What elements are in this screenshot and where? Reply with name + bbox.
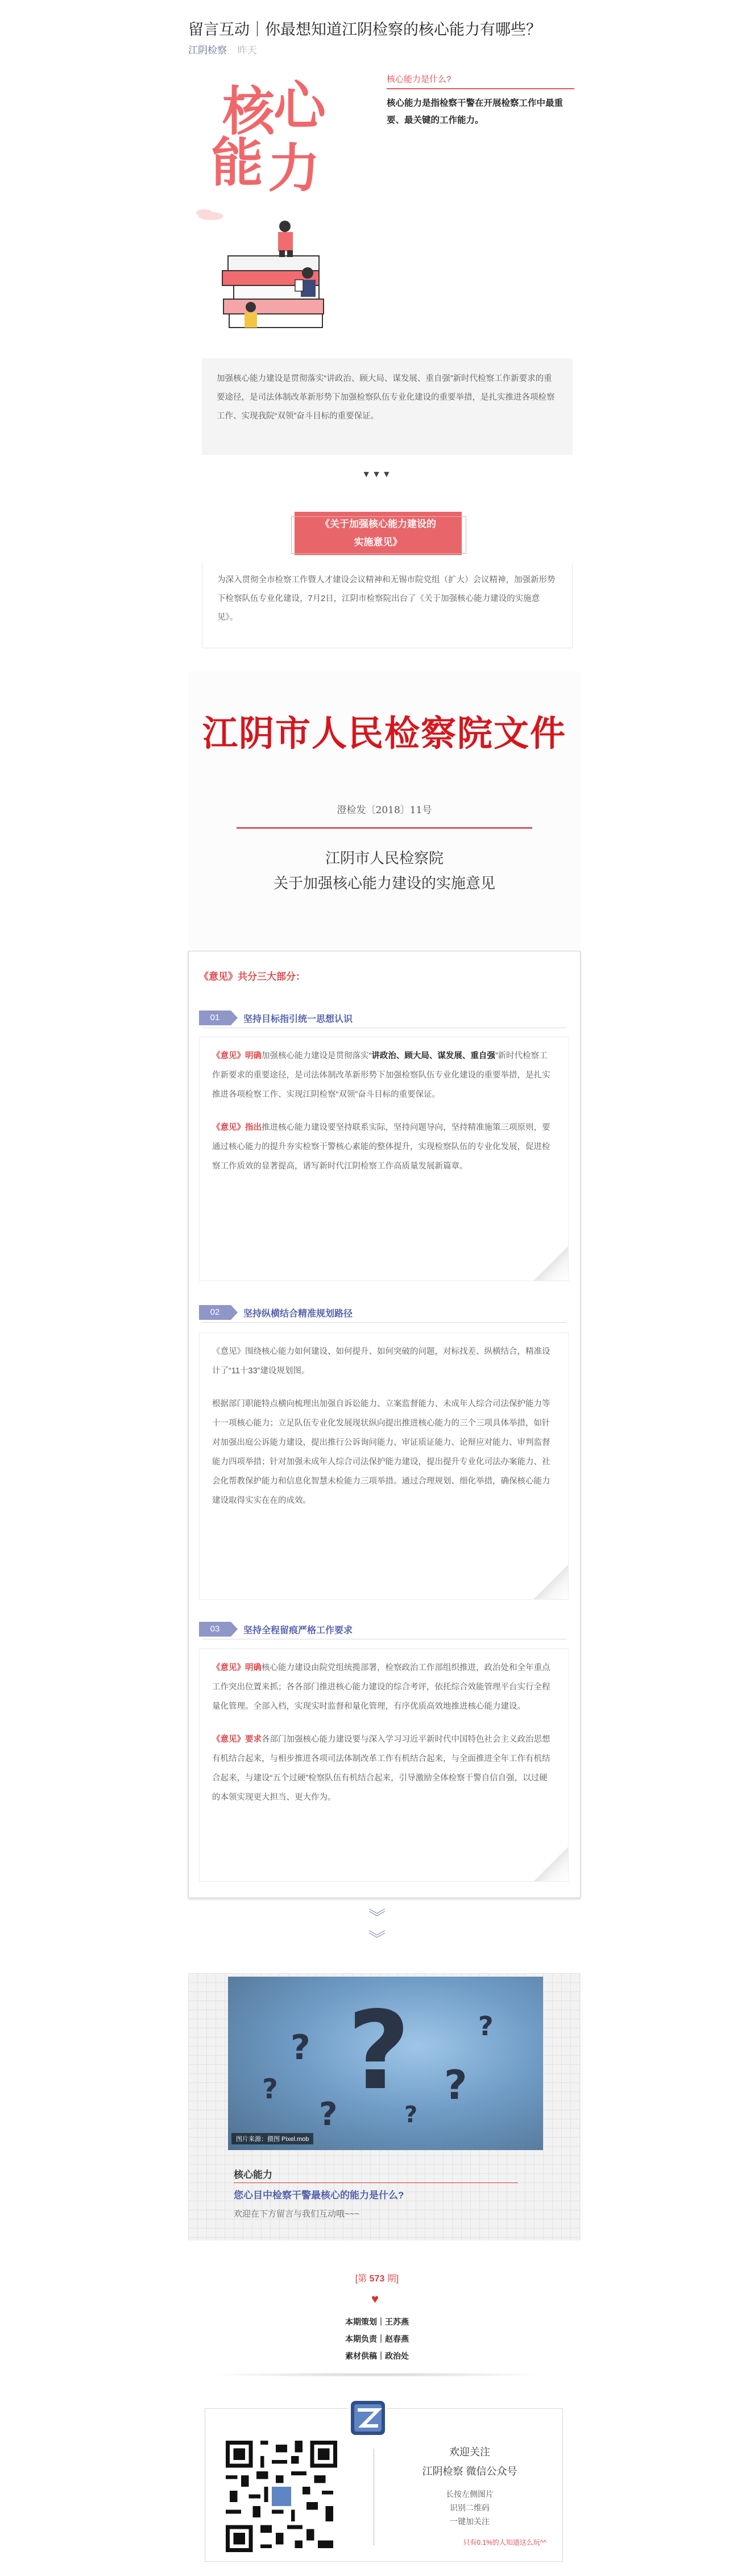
publish-date: 昨天: [237, 45, 257, 56]
highlight-tag: 《意见》要求: [212, 1735, 262, 1744]
question-mark-icon: ?: [478, 2011, 494, 2041]
section-paragraph: 根据部门职能特点横向梳理出加强自诉讼能力、立案监督能力、未成年人综合司法保护能力等十一项核心能力；立足队伍专业化发展现状纵向提出推进核心能力的三个三项具体举措，如针对加强出庭公诉能力建设，提出推行公诉询问能力、审证质证能力、论辩应对能力、审判监督能力四项举措；针对加强未成年人综合司法保护能力建设，提出提升专业化司法办案能力、社会化帮教保护能力和信息化智慧未检能力三项举措。通过合理规划、细化举措，确保核心能力建设取得实实在在的成效。: [212, 1399, 550, 1505]
question-mark-icon: ?: [319, 2096, 338, 2133]
highlight-tag: 《意见》明确: [212, 1663, 262, 1672]
page-curl-decoration: [534, 1565, 568, 1599]
article-meta: [188, 42, 257, 56]
section-card-02: [199, 1332, 569, 1600]
credit-editor: 本期负责｜赵春燕: [345, 2334, 409, 2343]
issue-suffix: 期]: [387, 2274, 399, 2284]
interaction-section: [188, 1973, 581, 2240]
big-char-3: 能: [211, 132, 264, 193]
question-mark-icon: ?: [262, 2073, 278, 2105]
definition-text: 核心能力是指检察干警在开展检察工作中最重要、最关键的工作能力。: [387, 98, 564, 125]
credits: [0, 2313, 754, 2364]
big-char-1: 核: [222, 81, 275, 142]
section-paragraph: [212, 1046, 556, 1104]
document-title-line1: 江阴市人民检察院: [325, 850, 444, 867]
interaction-label: 核心能力: [234, 2169, 272, 2180]
section-title: 坚持目标指引统一思想认识: [243, 1014, 353, 1024]
document-title: [188, 846, 581, 896]
section-paragraph: [212, 1658, 556, 1716]
section-paragraph: 《意见》围绕核心能力如何建设、如何提升、如何突破的问题，对标找差、纵横结合，精准设计了“11十33”建设规划图。: [212, 1347, 550, 1376]
interaction-rule: [234, 2182, 518, 2183]
chevron-down-icon: ︾: [368, 1930, 386, 1949]
panel-heading: 《意见》共分三大部分：: [199, 971, 305, 982]
official-document-header: [188, 671, 581, 950]
opinion-intro: 为深入贯彻全市检察工作暨人才建设会议精神和无锡市院党组（扩大）会议精神，加强新形势下检察队伍专业化建设，7月2日，江阴市检察院出台了《关于加强核心能力建设的实施意见》。: [202, 563, 573, 648]
paragraph-text: 核心能力建设由院党组统揽部署，检察政治工作部组织推进，政治处和全年重点工作突出位置来抓；各各部门推进核心能力建设的综合考评，依托综合效能管理平台实行全程量化管理。全部入档，实现实时监督和量化管理，有序优质高效地推进核心能力建设。: [212, 1663, 550, 1711]
section-header-02: [199, 1303, 353, 1322]
document-red-rule: [237, 827, 532, 829]
big-char-4: 力: [268, 138, 321, 199]
interaction-cta: 欢迎在下方留言与我们互动哦~~~: [234, 2209, 360, 2219]
credit-planner: 本期策划｜王苏燕: [345, 2317, 409, 2326]
heart-icon: ♥: [371, 2292, 379, 2306]
big-char-2: 心: [274, 75, 326, 136]
opinion-title-line1: 《关于加强核心能力建设的: [320, 519, 436, 529]
document-number: 澄检发〔2018〕11号: [337, 805, 432, 816]
core-ability-definition: [387, 73, 574, 129]
opinion-title-tag: [295, 512, 462, 555]
question-mark-icon: ?: [347, 1988, 411, 2114]
intro-summary: 加强核心能力建设是贯彻落实“讲政治、顾大局、谋发展、重自强”新时代检察工作新要求的重要途径，是司法体制改革新形势下加强检察队伍专业化建设的重要举措，是扎实推进各项检察工作、实现我院“双领”奋斗目标的重要保证。: [202, 358, 573, 455]
section-header-03: [199, 1620, 353, 1639]
jiangyin-procuratorate-logo-icon: [349, 2399, 387, 2437]
core-ability-illustration: [188, 75, 359, 330]
credit-source: 素材供稿｜政治处: [345, 2351, 409, 2360]
follow-welcome: 欢迎关注: [449, 2446, 490, 2458]
page-curl-decoration: [534, 1847, 568, 1881]
section-paragraph: [212, 1118, 556, 1176]
document-title-line2: 关于加强核心能力建设的实施意见: [273, 875, 495, 892]
question-mark-icon: ?: [404, 2102, 418, 2128]
issue-prefix: [第: [355, 2274, 367, 2284]
paragraph-text: 各部门加强核心能力建设要与深入学习习近平新时代中国特色社会主义政治思想有机结合起来，与相步推进各项司法体制改革工作有机结合起来，与全面推进全年工作有机结合起来，与建设“五个过硬”检察队伍有机结合起来，引导激励全体检察干警自信自强，以过硬的本领实现更大担当、更大作为。: [212, 1735, 550, 1802]
section-shadow-divider: [205, 2372, 549, 2377]
section-header-01: [199, 1008, 353, 1028]
bold-text: 讲政治、顾大局、谋发展、重自强: [371, 1051, 495, 1061]
chevron-down-icon: ︾: [368, 1908, 386, 1927]
highlight-tag: 《意见》指出: [212, 1123, 262, 1132]
interaction-question: 您心目中检察干警最核心的能力是什么?: [234, 2190, 404, 2201]
section-card-01: [199, 1037, 569, 1281]
section-title: 坚持纵横结合精准规划路径: [243, 1308, 353, 1319]
issue-number: [0, 2271, 754, 2284]
paragraph-text: ”新时代检察工作新要求的重要途径，是司法体制改革新形势下加强检察队伍专业化建设的重要举措，是扎实推进各项检察工作、实现江阴检察“双领”奋斗目标的重要保证。: [212, 1051, 550, 1099]
page-curl-decoration: [534, 1246, 568, 1281]
section-paragraph: [212, 1730, 556, 1807]
section-number: 01: [199, 1010, 231, 1025]
account-link[interactable]: 江阴检察: [188, 45, 227, 56]
follow-instruction-2: 识别二维码: [450, 2503, 490, 2512]
books-reading-people-icon: [188, 205, 359, 336]
section-title: 坚持全程留痕严格工作要求: [243, 1625, 353, 1635]
photo-credit: 图片来源：摄图 Pixel.mob: [231, 2133, 313, 2144]
paragraph-text: 推进核心能力建设要坚持联系实际，坚持问题导向，坚持精准施策三项原则，要通过核心能力的提升夯实检察干警核心素能的整体提升，实现检察队伍的专业化发展，促进检察工作质效的显著提高，谱写新时代江阴检察工作高质量发展新篇章。: [212, 1123, 550, 1171]
follow-instruction-3: 一键加关注: [450, 2517, 490, 2526]
follow-card: [205, 2408, 563, 2562]
follow-account: 江阴检察 微信公众号: [422, 2466, 517, 2477]
issue-number-value: 573: [369, 2274, 385, 2284]
section-card-03: [199, 1649, 569, 1882]
question-mark-icon: ?: [444, 2062, 467, 2109]
follow-footnote: 只有0.1%的人知道这么玩^^: [463, 2538, 546, 2546]
document-head: 江阴市人民检察院文件: [202, 713, 566, 754]
question-marks-photo: [228, 1977, 543, 2150]
section-number: 03: [199, 1622, 231, 1637]
down-arrows-icon: ▼▼▼: [362, 470, 392, 479]
follow-instruction-1: 长按左侧图片: [446, 2490, 494, 2499]
article-title: 留言互动｜你最想知道江阴检察的核心能力有哪些？: [188, 21, 541, 38]
question-mark-icon: ?: [291, 2028, 310, 2068]
highlight-tag: 《意见》明确: [212, 1051, 262, 1061]
definition-heading: 核心能力是什么?: [387, 73, 574, 89]
section-number: 02: [199, 1305, 231, 1320]
section-rule: [202, 1322, 566, 1323]
opinion-title-line2: 实施意见》: [354, 537, 403, 548]
opinion-contents-panel: [188, 951, 581, 1898]
paragraph-text: 加强核心能力建设是贯彻落实“: [262, 1051, 372, 1061]
qr-code-icon[interactable]: [226, 2441, 337, 2552]
